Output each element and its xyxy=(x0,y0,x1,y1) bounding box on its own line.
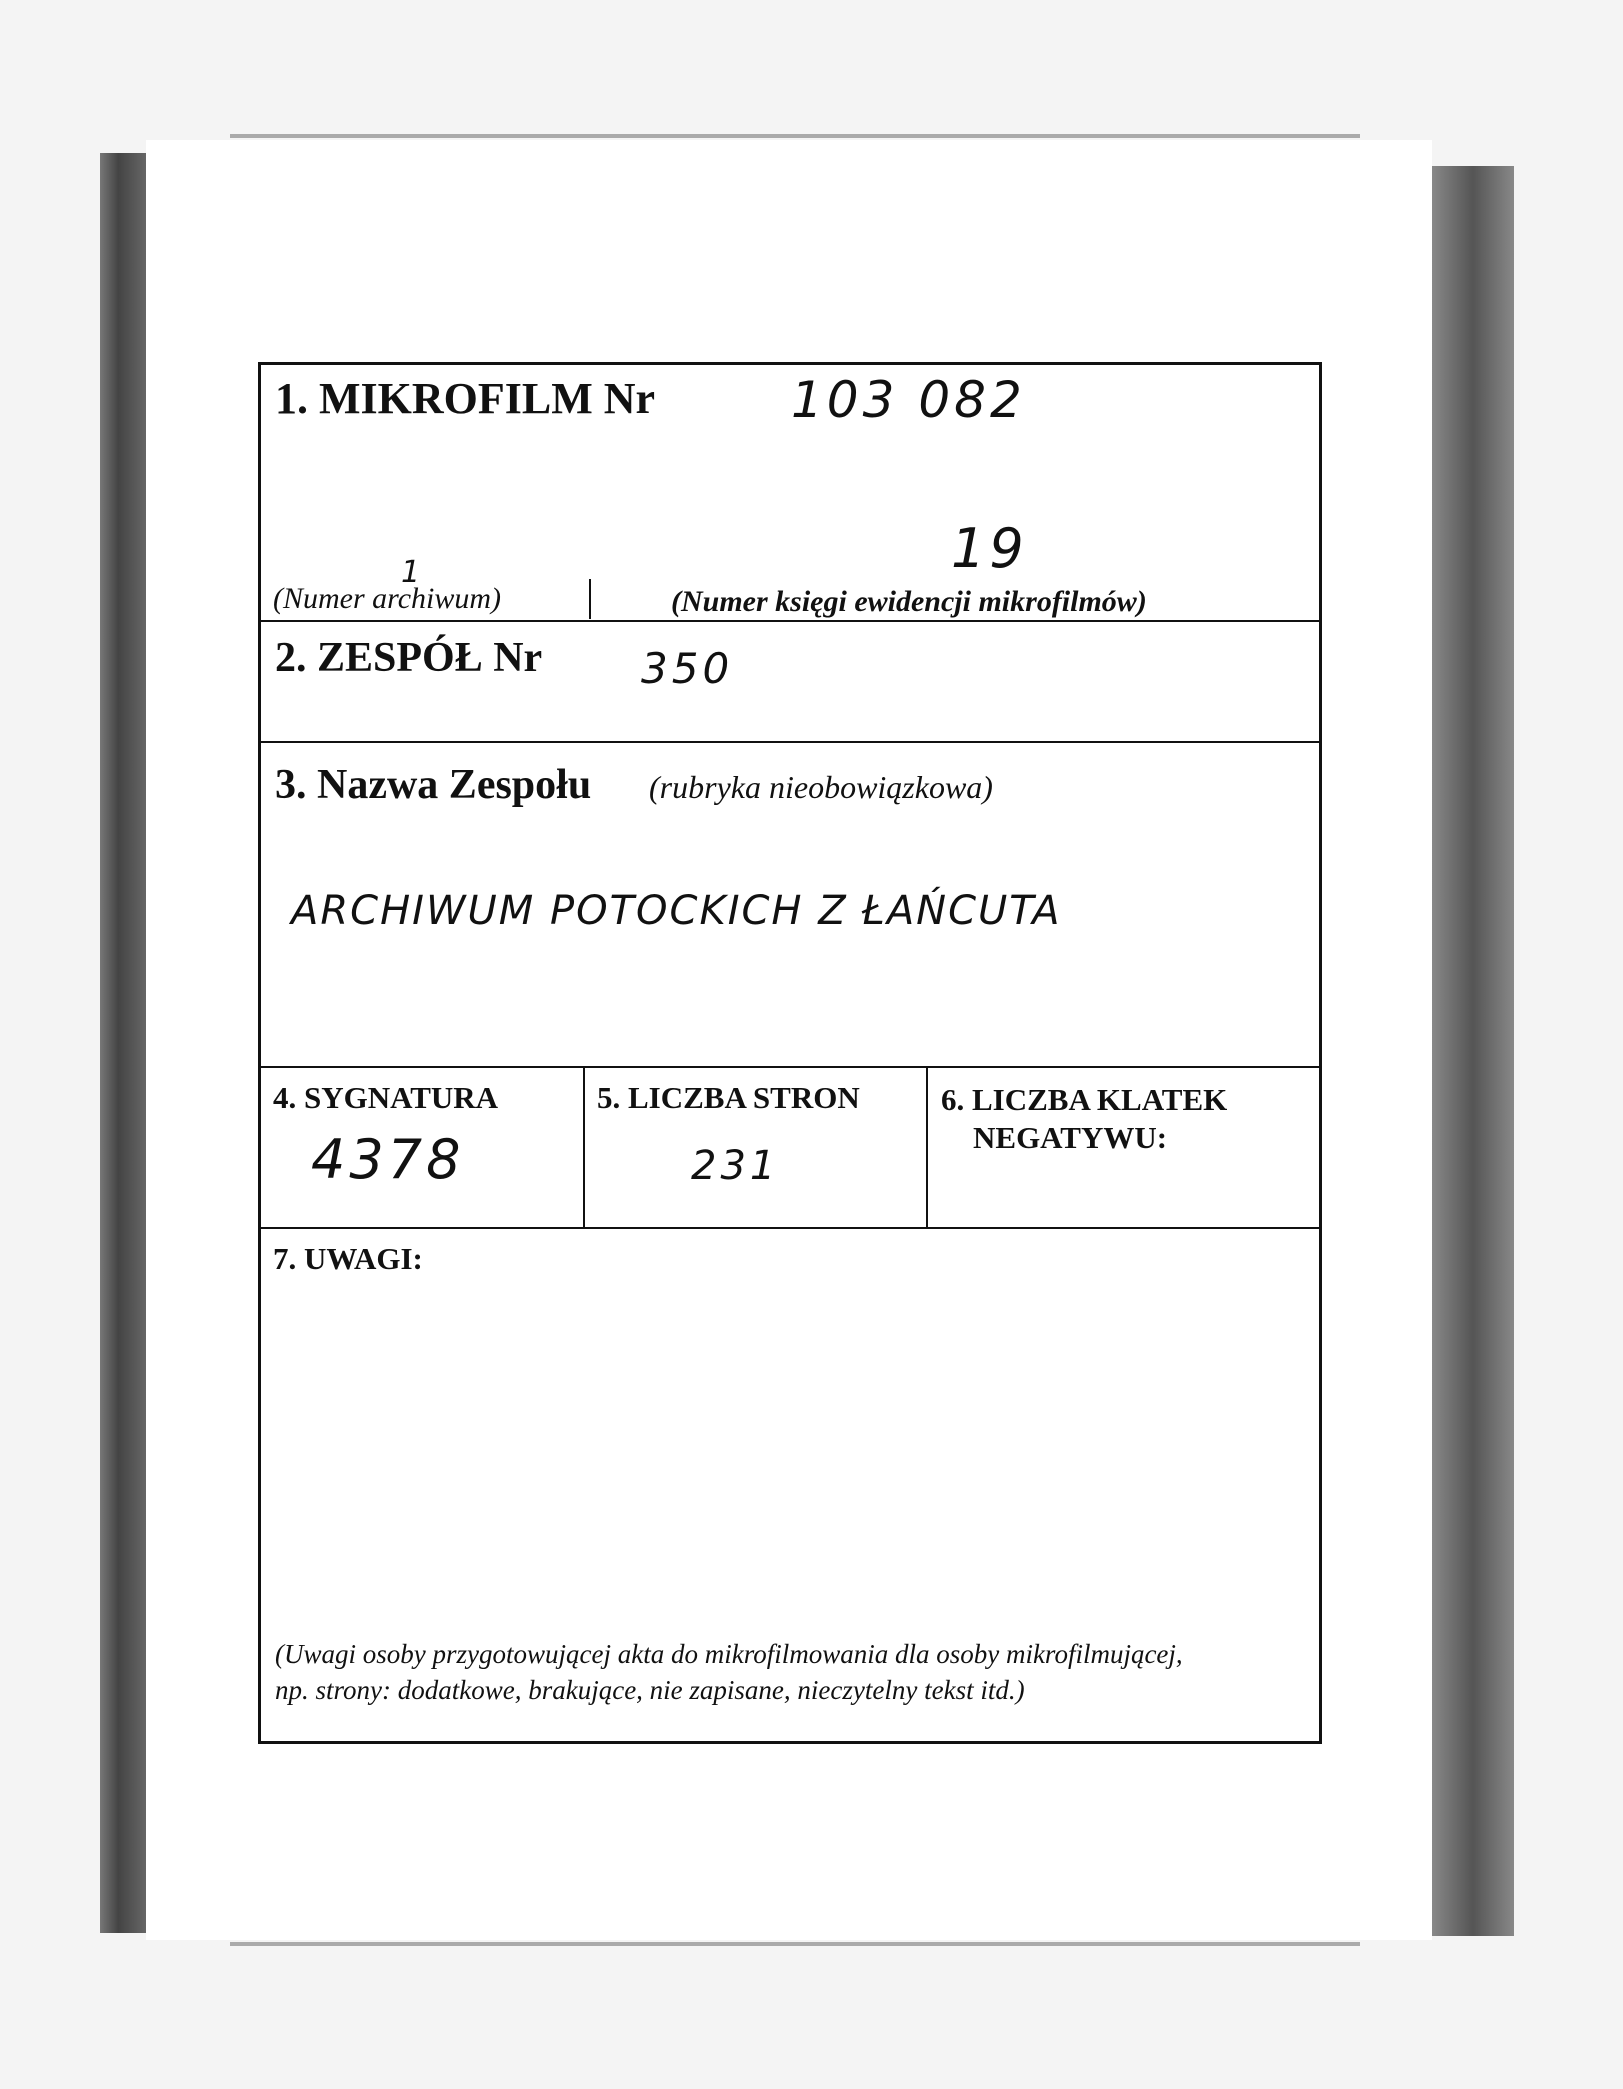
microfilm-number-label: 1. MIKROFILM Nr xyxy=(275,374,656,423)
remarks-note-line2: np. strony: dodatkowe, brakujące, nie zapisane, nieczytelny tekst itd.) xyxy=(275,1675,1025,1705)
archive-number-value: 1 xyxy=(401,555,425,590)
film-edge-left xyxy=(100,153,146,1933)
archive-number-label: (Numer archiwum) xyxy=(273,582,502,615)
page-count-label: 5. LICZBA STRON xyxy=(597,1080,860,1115)
bottom-edge xyxy=(230,1942,1360,1946)
top-edge xyxy=(230,134,1360,138)
fonds-name-value: ARCHIWUM POTOCKICH Z ŁAŃCUTA xyxy=(291,888,1062,934)
microfilm-form xyxy=(258,362,1322,1744)
section-fonds-name xyxy=(261,743,1319,1068)
negative-frames-label-2: NEGATYWU: xyxy=(973,1120,1168,1155)
signature-label: 4. SYGNATURA xyxy=(273,1080,499,1115)
page-count-value: 231 xyxy=(691,1143,780,1189)
fonds-name-label: 3. Nazwa Zespołu xyxy=(275,762,592,808)
microfilm-number-value: 103 082 xyxy=(791,371,1026,429)
divider xyxy=(589,579,591,619)
remarks-label: 7. UWAGI: xyxy=(273,1241,423,1276)
fonds-name-note: (rubryka nieobowiązkowa) xyxy=(649,769,993,805)
divider xyxy=(583,1068,585,1227)
divider xyxy=(926,1068,928,1227)
signature-value: 4378 xyxy=(311,1128,465,1191)
section-microfilm-number xyxy=(261,365,1319,622)
section-signature-pages-frames xyxy=(261,1068,1319,1229)
fonds-number-value: 350 xyxy=(641,644,734,693)
section-remarks xyxy=(261,1229,1319,1739)
register-number-label: (Numer księgi ewidencji mikrofilmów) xyxy=(671,585,1147,618)
fonds-number-label: 2. ZESPÓŁ Nr xyxy=(275,635,543,681)
remarks-note-line1: (Uwagi osoby przygotowującej akta do mikrofilmowania dla osoby mikrofilmującej, xyxy=(275,1639,1183,1669)
register-number-value: 19 xyxy=(951,517,1028,580)
film-edge-right xyxy=(1432,166,1514,1936)
section-fonds-number xyxy=(261,622,1319,743)
negative-frames-label-1: 6. LICZBA KLATEK xyxy=(941,1082,1228,1117)
